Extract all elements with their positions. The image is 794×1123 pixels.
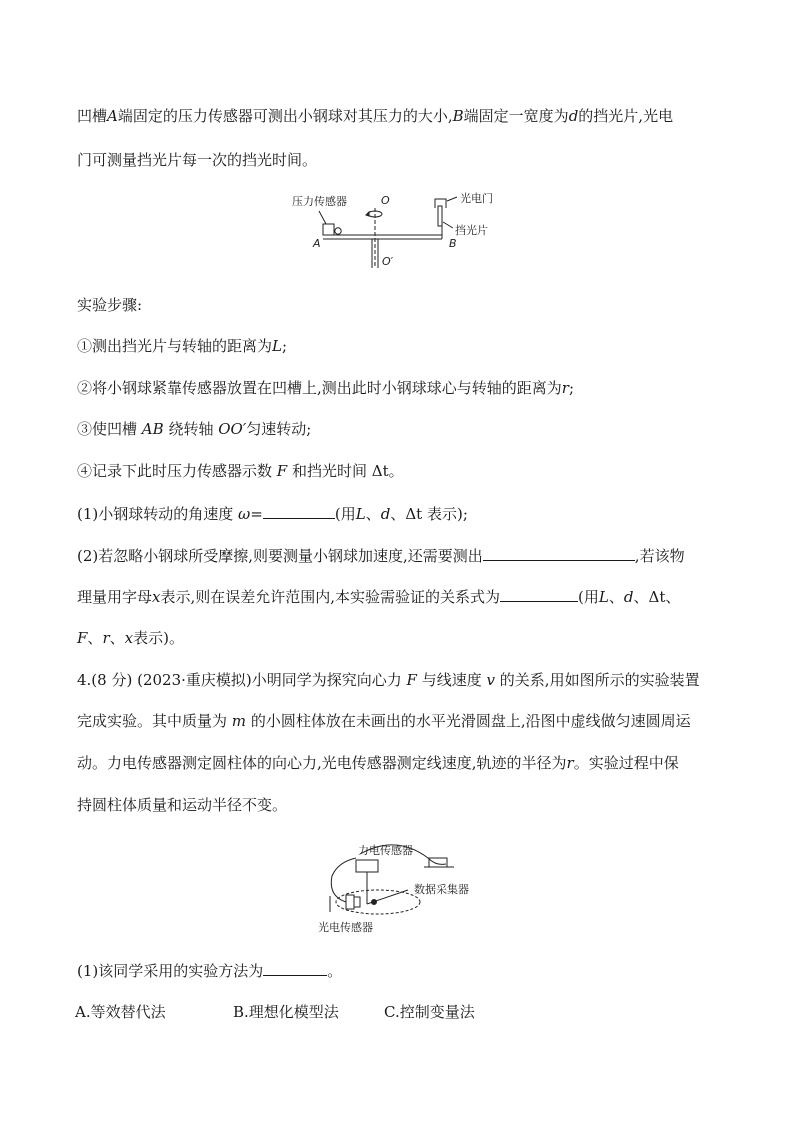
cylinder-mass <box>372 900 377 905</box>
label-O-prime: O′ <box>382 255 394 268</box>
problem-4-line-4: 持圆柱体质量和运动半径不变。 <box>77 796 288 814</box>
problem-4-line-2: 完成实验。其中质量为 m 的小圆柱体放在未画出的水平光滑圆盘上,沿图中虚线做匀速圆周运 <box>77 712 691 730</box>
answer-blank-omega[interactable] <box>263 503 335 519</box>
intro-line-2: 门可测量挡光片每一次的挡光时间。 <box>77 151 318 169</box>
problem-4-question-1: (1)该同学采用的实验方法为 。 <box>77 962 343 980</box>
photogate <box>435 199 446 208</box>
step-4: ④记录下此时压力传感器示数 F 和挡光时间 Δt。 <box>77 462 404 480</box>
label-B: B <box>449 237 457 250</box>
option-b[interactable]: B.理想化模型法 <box>233 1003 339 1021</box>
shade-piece <box>438 206 442 226</box>
label-photogate: 光电门 <box>460 192 493 205</box>
option-a[interactable]: A.等效替代法 <box>75 1003 166 1021</box>
label-data-collector: 数据采集器 <box>414 883 469 896</box>
pressure-sensor-box <box>323 224 334 235</box>
step-2: ②将小钢球紧靠传感器放置在凹槽上,测出此时小钢球球心与转轴的距离为r; <box>77 379 575 397</box>
question-1: (1)小钢球转动的角速度 ω= (用L、d、Δt 表示); <box>77 505 468 523</box>
photo-sensor-box <box>346 895 354 909</box>
intro-line-1: 凹槽A端固定的压力传感器可测出小钢球对其压力的大小,B端固定一宽度为d的挡光片,光电 <box>77 107 674 125</box>
option-c[interactable]: C.控制变量法 <box>384 1003 475 1021</box>
question-2-line-1: (2)若忽略小钢球所受摩擦,则要测量小钢球加速度,还需要测出 ,若该物 <box>77 547 685 565</box>
trajectory-dashed <box>336 890 420 914</box>
answer-blank-quantity[interactable] <box>483 545 635 561</box>
question-2-line-2: 理量用字母x表示,则在误差允许范围内,本实验需验证的关系式为 (用L、d、Δt、 <box>77 588 681 606</box>
label-pressure-sensor: 压力传感器 <box>292 195 347 208</box>
step-3: ③使凹槽 AB 绕转轴 OO′匀速转动; <box>77 420 312 438</box>
problem-4-line-1: 4.(8 分) (2023·重庆模拟)小明同学为探究向心力 F 与线速度 v 的关系,用如图所示的实验装置 <box>77 671 700 689</box>
answer-blank-relation[interactable] <box>500 586 578 602</box>
label-force-sensor: 力电传感器 <box>358 844 413 857</box>
label-O: O <box>381 194 390 207</box>
problem-4-line-3: 动。力电传感器测定圆柱体的向心力,光电传感器测定线速度,轨迹的半径为r。实验过程中保 <box>77 754 679 772</box>
steps-heading: 实验步骤: <box>77 296 143 314</box>
step-1: ①测出挡光片与转轴的距离为L; <box>77 337 288 355</box>
figure-centripetal-apparatus <box>316 836 491 936</box>
data-collector-box <box>429 858 447 867</box>
label-A: A <box>313 237 321 250</box>
force-sensor-box <box>356 860 378 872</box>
label-photo-sensor: 光电传感器 <box>318 921 373 934</box>
question-2-line-3: F、r、x表示)。 <box>77 629 184 647</box>
figure-groove-apparatus <box>285 188 515 270</box>
label-shade-piece: 挡光片 <box>455 224 488 237</box>
answer-blank-method[interactable] <box>263 960 327 976</box>
steel-ball <box>335 228 341 234</box>
